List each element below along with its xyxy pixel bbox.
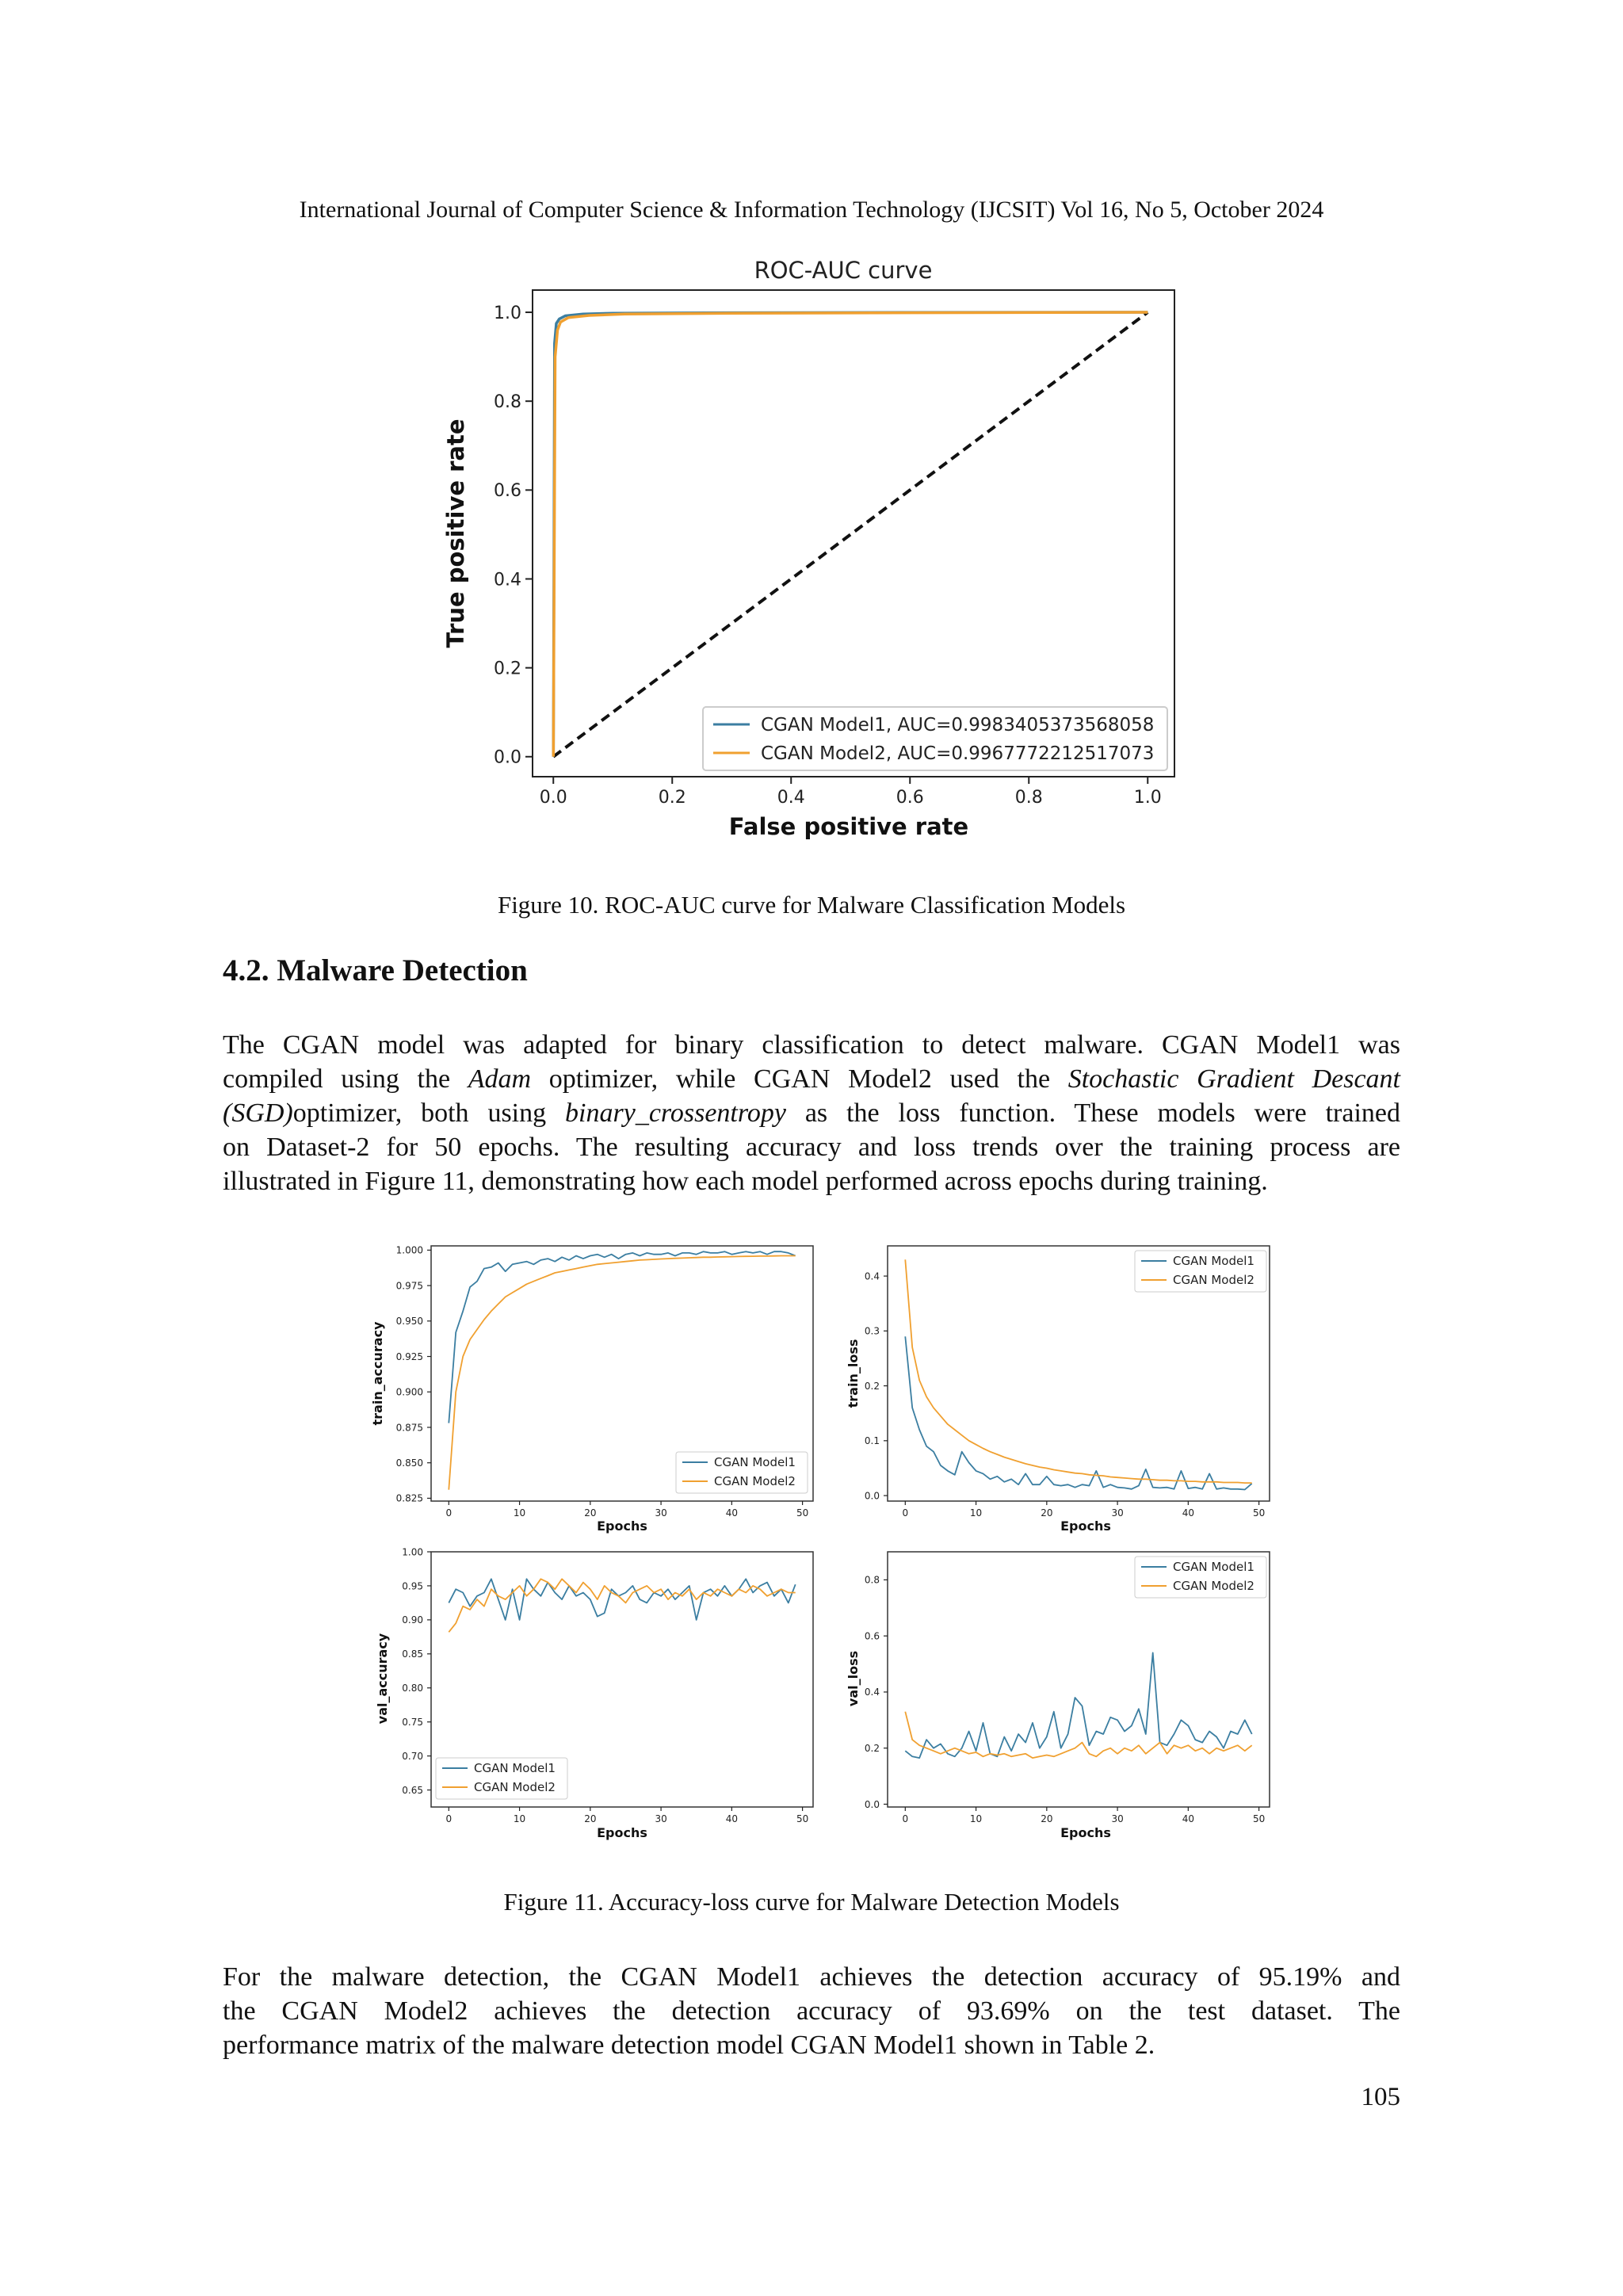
val-loss-ticks	[865, 1575, 1265, 1824]
val-loss-x-tick-label: 0	[902, 1813, 909, 1824]
val-accuracy-legend-label-model2: CGAN Model2	[474, 1780, 556, 1794]
val-loss-x-tick-label: 30	[1111, 1813, 1124, 1824]
val-accuracy-y-tick-label: 0.95	[402, 1580, 423, 1592]
val-accuracy-y-tick-label: 0.70	[402, 1750, 423, 1762]
val-accuracy-x-tick-label: 20	[584, 1813, 597, 1824]
train-accuracy-y-tick-label: 0.900	[395, 1386, 423, 1398]
val-loss-legend-label-model1: CGAN Model1	[1173, 1560, 1254, 1574]
val-accuracy-y-tick-label: 0.75	[402, 1716, 423, 1728]
train-accuracy-y-label: train_accuracy	[370, 1321, 385, 1426]
train-accuracy-x-tick-label: 40	[725, 1507, 738, 1519]
roc-auc-chart	[428, 252, 1220, 846]
val-loss-series-line-model1	[905, 1652, 1251, 1758]
val-loss-y-tick-label: 0.6	[864, 1630, 880, 1642]
roc-series	[553, 312, 1148, 757]
train-loss-y-tick-label: 0.2	[864, 1380, 880, 1392]
train-accuracy-chart	[366, 1238, 826, 1535]
val-accuracy-legend	[436, 1758, 567, 1799]
train-loss-x-label: Epochs	[1060, 1519, 1111, 1534]
val-loss-legend-label-model2: CGAN Model2	[1173, 1579, 1254, 1593]
train-accuracy-legend-label-model1: CGAN Model1	[714, 1455, 796, 1469]
train-accuracy-x-tick-label: 30	[655, 1507, 667, 1519]
train-accuracy-y-tick-label: 0.875	[395, 1422, 423, 1434]
roc-x-tick-label: 0.2	[658, 788, 686, 808]
val-accuracy-series	[449, 1579, 795, 1632]
roc-x-axis-label: False positive rate	[728, 813, 969, 840]
train-accuracy-y-tick-label: 0.925	[395, 1350, 423, 1362]
val-accuracy-legend-label-model1: CGAN Model1	[474, 1761, 556, 1775]
figure11-caption: Figure 11. Accuracy-loss curve for Malware Detection Models	[503, 1888, 1120, 1916]
train-loss-x-tick-label: 20	[1041, 1507, 1053, 1519]
roc-x-tick-label: 0.6	[896, 788, 924, 808]
val-loss-y-tick-label: 0.2	[864, 1743, 880, 1755]
val-loss-series	[905, 1652, 1251, 1758]
roc-legend	[703, 707, 1167, 770]
train-loss-x-tick-label: 0	[902, 1507, 909, 1519]
section-heading: 4.2. Malware Detection	[223, 953, 528, 988]
val-loss-x-tick-label: 10	[969, 1813, 983, 1824]
train-accuracy-legend-label-model2: CGAN Model2	[714, 1474, 796, 1488]
val-loss-y-tick-label: 0.0	[864, 1798, 880, 1810]
train-loss-y-tick-label: 0.0	[864, 1490, 880, 1502]
roc-y-tick-label: 0.2	[494, 659, 521, 679]
roc-random-baseline	[553, 312, 1148, 757]
val-accuracy-x-tick-label: 40	[725, 1813, 738, 1824]
train-loss-legend-label-model1: CGAN Model1	[1173, 1254, 1254, 1268]
adam-term: Adam	[468, 1064, 532, 1094]
train-accuracy-x-tick-label: 10	[513, 1507, 526, 1519]
paragraph2-line3: performance matrix of the malware detection model CGAN Model1 shown in Table 2.	[223, 2030, 1155, 2060]
train-loss-legend-label-model2: CGAN Model2	[1173, 1273, 1254, 1287]
roc-legend-label-model1: CGAN Model1, AUC=0.9983405373568058	[761, 715, 1155, 735]
train-accuracy-y-tick-label: 1.000	[395, 1244, 423, 1256]
train-accuracy-x-label: Epochs	[597, 1519, 647, 1534]
train-loss-y-label: train_loss	[846, 1339, 861, 1408]
train-accuracy-series-line-model1	[449, 1251, 795, 1423]
val-loss-x-tick-label: 50	[1252, 1813, 1266, 1824]
sgd-abbrev: (SGD)	[223, 1098, 293, 1128]
train-accuracy-x-tick-label: 20	[584, 1507, 597, 1519]
train-loss-x-tick-label: 30	[1111, 1507, 1124, 1519]
val-loss-y-label: val_loss	[846, 1650, 861, 1707]
val-accuracy-y-tick-label: 1.00	[402, 1546, 423, 1558]
sgd-term: Stochastic Gradient Descant	[1067, 1064, 1400, 1094]
paragraph1-line5: illustrated in Figure 11, demonstrating how each model performed across epochs during training.	[223, 1167, 1268, 1196]
val-accuracy-y-tick-label: 0.85	[402, 1648, 423, 1660]
train-loss-y-tick-label: 0.3	[864, 1325, 880, 1337]
val-loss-x-label: Epochs	[1060, 1825, 1111, 1840]
roc-y-tick-label: 0.6	[494, 481, 521, 502]
val-accuracy-chart	[366, 1541, 826, 1844]
val-accuracy-x-tick-label: 50	[796, 1813, 809, 1824]
figure10-caption: Figure 10. ROC-AUC curve for Malware Classification Models	[497, 891, 1126, 919]
paragraph-detection-results	[223, 1960, 1400, 2062]
train-accuracy-y-tick-label: 0.825	[395, 1492, 423, 1504]
train-loss-series-line-model2	[905, 1259, 1251, 1483]
page-number: 105	[1361, 2083, 1400, 2111]
roc-x-tick-label: 0.4	[777, 788, 805, 808]
roc-x-tick-label: 0.8	[1014, 788, 1043, 808]
running-header: International Journal of Computer Science & Information Technology (IJCSIT) Vol 16, No 5, October 2024	[299, 197, 1324, 223]
p1-l3-text-b: optimizer, both using	[292, 1098, 566, 1128]
roc-y-axis-label: True positive rate	[442, 418, 469, 648]
paragraph1-line1: The CGAN model was adapted for binary classification to detect malware. CGAN Model1 was	[223, 1030, 1400, 1060]
roc-x-tick-label: 0.0	[539, 788, 567, 808]
paragraph-malware-detection	[223, 1028, 1400, 1198]
paragraph1-line2	[223, 1062, 1400, 1096]
train-loss-y-tick-label: 0.4	[864, 1270, 880, 1282]
train-accuracy-x-tick-label: 50	[796, 1507, 809, 1519]
val-accuracy-y-label: val_accuracy	[375, 1633, 390, 1725]
roc-y-tick-label: 0.0	[494, 747, 521, 768]
val-accuracy-y-tick-label: 0.80	[402, 1683, 423, 1694]
paragraph2-line1: For the malware detection, the CGAN Model1 achieves the detection accuracy of 95.19% and	[223, 1962, 1400, 1992]
train-accuracy-y-tick-label: 0.950	[395, 1316, 423, 1328]
paragraph1-line4: on Dataset-2 for 50 epochs. The resulting accuracy and loss trends over the training process are	[223, 1133, 1400, 1162]
train-loss-x-tick-label: 40	[1182, 1507, 1194, 1519]
val-accuracy-x-tick-label: 30	[655, 1813, 667, 1824]
train-loss-chart	[842, 1238, 1285, 1535]
roc-legend-label-model2: CGAN Model2, AUC=0.9967772212517073	[761, 743, 1155, 764]
p1-l2-text-a: compiled using the	[223, 1064, 468, 1094]
train-loss-legend	[1135, 1251, 1266, 1292]
val-accuracy-y-tick-label: 0.65	[402, 1784, 423, 1796]
val-loss-y-tick-label: 0.4	[864, 1687, 880, 1698]
train-loss-x-tick-label: 10	[969, 1507, 983, 1519]
paragraph1-line3	[223, 1096, 1400, 1130]
paragraph2-line2: the CGAN Model2 achieves the detection accuracy of 93.69% on the test dataset. The	[223, 1996, 1400, 2026]
loss-term: binary_crossentropy	[565, 1098, 786, 1128]
val-loss-chart	[842, 1541, 1285, 1844]
train-loss-y-tick-label: 0.1	[864, 1435, 880, 1447]
val-accuracy-x-label: Epochs	[597, 1825, 647, 1840]
train-accuracy-y-tick-label: 0.975	[395, 1280, 423, 1292]
val-loss-series-line-model2	[905, 1712, 1251, 1758]
val-loss-x-tick-label: 40	[1182, 1813, 1194, 1824]
val-loss-legend	[1135, 1557, 1266, 1598]
val-accuracy-x-tick-label: 10	[513, 1813, 526, 1824]
roc-y-tick-label: 0.4	[494, 570, 521, 590]
roc-y-tick-label: 1.0	[494, 303, 521, 323]
roc-chart-title: ROC-AUC curve	[754, 257, 933, 284]
val-accuracy-x-tick-label: 0	[445, 1813, 453, 1824]
train-accuracy-x-tick-label: 0	[445, 1507, 453, 1519]
train-accuracy-y-tick-label: 0.850	[395, 1457, 423, 1469]
p1-l2-text-c: optimizer, while CGAN Model2 used the	[531, 1064, 1068, 1094]
roc-x-tick-label: 1.0	[1133, 788, 1162, 808]
train-loss-series-line-model1	[905, 1336, 1251, 1489]
p1-l3-text-d: as the loss function. These models were trained	[785, 1098, 1400, 1128]
val-loss-y-tick-label: 0.8	[864, 1574, 880, 1586]
val-accuracy-y-tick-label: 0.90	[402, 1614, 423, 1626]
train-loss-x-tick-label: 50	[1252, 1507, 1266, 1519]
roc-y-tick-label: 0.8	[494, 392, 521, 413]
train-accuracy-legend	[676, 1452, 808, 1493]
train-loss-series	[905, 1259, 1251, 1489]
val-loss-x-tick-label: 20	[1041, 1813, 1053, 1824]
